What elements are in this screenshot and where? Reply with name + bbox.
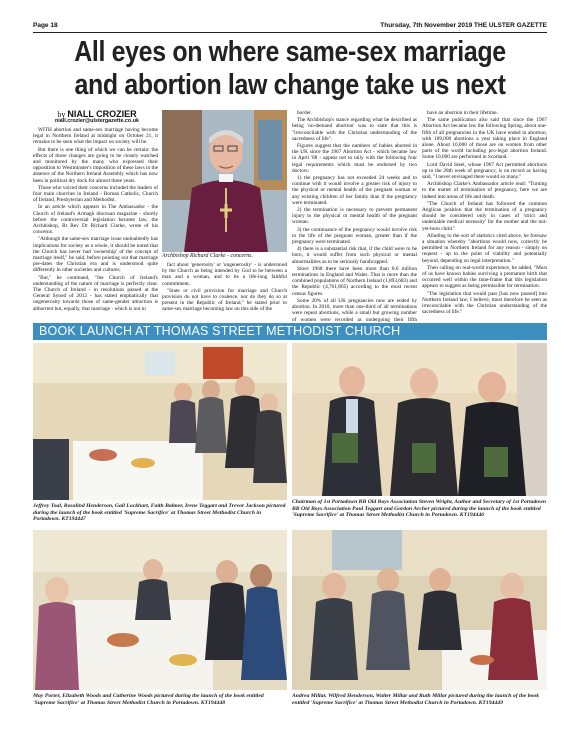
article-column-4	[422, 110, 547, 322]
article-paragraph: 4) there is a substantial risk that, if the child were to be born, it would suffer from such physical or mental abnormalities as to be seriously handicapped.	[292, 246, 417, 265]
dateline: Thursday, 7th November 2019 THE ULSTER GAZETTE	[380, 22, 547, 29]
author-email[interactable]: niall.crozier@ulstergazette.co.uk	[54, 118, 140, 124]
article-paragraph: Since 1968 there have been more than 8.6 million terminations in England and Wales. That is more than the combined populations of Northern Ireland (1,893,683) and the Republic (4,761,865) according to the most recent census figures.	[292, 265, 417, 297]
article-paragraph: fact about 'generosity' or 'ungenerosity' - is understood by the Church as being intended by God to be between a man and a woman, and to be a life-long faithful commitment.	[162, 262, 287, 287]
headline: All eyes on where same-sex marriage and abortion law change take us next	[74, 36, 506, 101]
caption-top-right: Chairman of 1st Portadown BB Old Boys Association Steven Wright, Author and Secretary of 1st Portadown BB Old Boys Association Paul Teggart and Gordon Archer pictured during the launch of the book entitled 'Supreme Sacrifice' at Thomas Street Methodist Church in Portadown. KT194446	[292, 499, 547, 518]
page-number: Page 18	[33, 22, 58, 29]
photo-top-right	[292, 343, 547, 496]
article-paragraph: border.	[297, 110, 312, 116]
caption-top-left: Jeffrey Toal, Rosalind Henderson, Gail Lockhart, Faith Balmer, Irene Teggart and Trevor Jackson pictured during the launch of the book entitled 'Supreme Sacrifice' at Thomas Street Methodist Church in Portadown. KT194447	[33, 503, 286, 522]
article-paragraph: Alluding to the sort of statistics cited above, he foresaw a situation whereby "abortions would now, correctly be permitted in Northern Ireland for any reason - simply on request - up to the point of viability and potentially beyond, depending on legal interpretation."	[422, 232, 547, 264]
page-header	[33, 22, 547, 32]
photo-bottom-left	[33, 530, 287, 690]
article-paragraph: Those who voiced their concerns included the leaders of four main churches in Ireland - Roman Catholic, Church of Ireland, Presbyterian and Methodist.	[33, 184, 158, 204]
article-paragraph: But there is one thing of which we can be certain: the effects of those changes are going to be closely watched and monitored by the many who expressed their opposition to Westminster's imposition of these laws in the absence of the Northern Ireland Assembly which has now been in political dry dock for almost three years.	[33, 146, 158, 184]
article-paragraph: "State or civil provision for marriage and Church provision do not have to coalesce, nor do they do so at present in the Republic of Ireland," he stated prior to same-sex marriage becoming law on this side of the	[162, 287, 287, 313]
main-photo-caption: Archbishop Richard Clarke - concerns.	[162, 253, 253, 259]
article-paragraph: WITH abortion and same-sex marriage having become legal in Northern Ireland at midnight on October 21, it remains to be seen what the impact on society will be.	[33, 127, 158, 146]
article-paragraph: have an abortion in their lifetime.	[427, 110, 498, 116]
article-column-1	[33, 127, 158, 321]
article-paragraph: "Although the same-sex marriage issue undoubtedly has implications for society as a whole, it should be noted that the Church has never had 'ownership' of the concept of marriage itself," he said, before pointing out that marriage pre-dates the Christian era and is understood quite differently in other societies and cultures.	[33, 236, 158, 274]
article-paragraph: "But," he continued, "the Church of Ireland's understanding of the nature of marriage is perfectly clear. The Church of Ireland - in resolutions passed at the General Synod of 2012 - has stated emphatically that ungenerosity towards those of same-gender attraction is abhorrent but, equally, that marriage - which is not in	[33, 274, 158, 312]
photo-top-left	[33, 343, 287, 500]
article-paragraph: "The legislation that would pass [has now passed] into Northern Ireland law, I believe, must therefore be seen as irreconcilable with the Christian understanding of the sacredness of life."	[422, 290, 547, 316]
article-paragraph: 3) the continuance of the pregnancy would involve risk to the life of the pregnant woman, greater than if the pregnancy were terminated.	[292, 226, 417, 246]
caption-bottom-left: May Porter, Elizabeth Woods and Catherine Woods pictured during the launch of the book entitled 'Supreme Sacrifice' at Thomas Street Methodist Church in Portadown. KT194448	[33, 693, 264, 706]
article-paragraph: Lord David Steel, whose 1967 Act permitted abortions up to the 28th week of pregnancy, is on record as having said, "I never envisaged there would so many."	[422, 161, 547, 181]
archbishop-photo	[162, 110, 287, 252]
article-paragraph: In an article which appears in The Ambassador - the Church of Ireland's Armagh diocesan magazine - shortly before the controversial legislation became law, the Archbishop, Rt Rev Dr Richard Clarke, wrote of his concerns.	[33, 204, 158, 236]
article-column-2	[162, 262, 287, 322]
article-paragraph: Some 20% of all UK pregnancies now are ended by abortion. In 2018, more than one-third of all terminations were repeat abortions, while a small but growing number of women were recorded as undergoing their fifth	[292, 297, 417, 322]
article-paragraph: The same publication also said that since the 1967 Abortion Act became law the following Spring, about one-fifth of all pregnancies in the UK have ended in abortion, with 189,000 abortions a year taking place in England alone. About 10,000 of those are on women from other parts of the world including pro-legal abortion Ireland. Some 10,000 are performed in Scotland.	[422, 117, 547, 161]
section-banner: BOOK LAUNCH AT THOMAS STREET METHODIST CHURCH	[33, 323, 547, 340]
article-paragraph: 1) the pregnancy has not exceeded 24 weeks and to continue with it would involve a greater risk of injury to the physical or mental health of the pregnant woman or any existing children of her family than if the pregnancy were terminated.	[292, 175, 417, 206]
article-paragraph: Archbishop Clarke's Ambassador article read: "Turning to the matter of termination of pregnancy, here we are indeed into areas of life and death.	[422, 181, 547, 200]
header-rule	[33, 32, 547, 33]
article-column-3	[292, 110, 417, 322]
article-paragraph: The Archbishop's stance regarding what he described as being 'on-demand abortion' was to state that this is "irreconcilable with the Christian understanding of the sacredness of life".	[292, 117, 417, 142]
byline-author: NIALL CROZIER	[67, 109, 137, 119]
byline-prefix: by	[57, 110, 66, 119]
article-paragraph: 2) the termination is necessary to prevent permanent injury to the physical or mental health of the pregnant woman.	[292, 207, 417, 226]
article-paragraph: Figures suggest that the numbers of babies aborted in the UK since the 1967 Abortion Act - which became law in April '68 - appear not to tally with the following four legal requirements which must be endorsed by two doctors:	[292, 143, 417, 174]
article-paragraph: Then calling on real-world experience, he added, "Most of us have known babies surviving a premature birth that occurred well within the time-frame that this legislation appears to suggest as being permissible for termination.	[422, 264, 547, 290]
article-paragraph: "The Church of Ireland has followed the common Anglican position that the termination of a pregnancy should be considered only in cases of 'strict and undeniable medical necessity' for the mother and the not-yet-born child."	[422, 200, 547, 232]
photo-bottom-right	[292, 530, 547, 690]
caption-bottom-right: Andrea Millar, Wilfred Henderson, Walter Millar and Ruth Millar pictured during the launch of the book entitled 'Supreme Sacrifice' at Thomas Street Methodist Church in Portadown. KT194449	[292, 693, 540, 706]
